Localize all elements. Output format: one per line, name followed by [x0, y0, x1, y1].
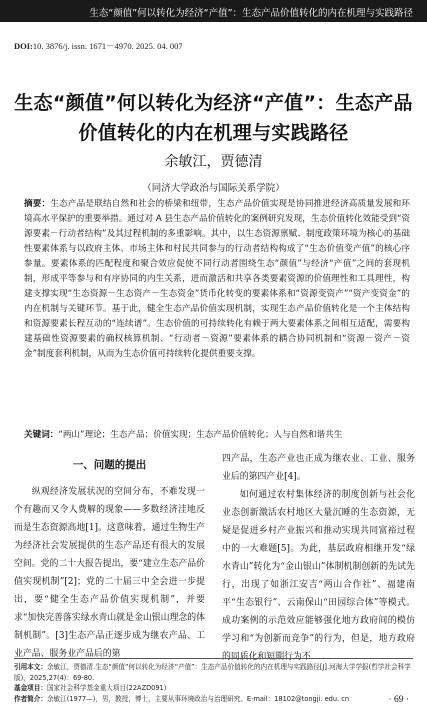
keywords-text: “两山”理论；生态产品；价值实现；生态产品价值转化；人与自然和谐共生	[58, 430, 343, 440]
running-header-title: 生态“颜值”何以转化为经济“产值”：生态产品价值转化的内在机理与实践路径	[89, 8, 413, 19]
author-bio-label: 作者简介：	[14, 694, 47, 703]
article-title-line-1: 生态“颜值”何以转化为经济“产值”：生态产品	[14, 92, 413, 114]
footnote-divider	[14, 658, 413, 659]
author-bio-note	[14, 694, 413, 705]
body-paragraph: 如何通过农村集体经济的制度创新与社会化业态创新激活农村地区大量沉睡的生态资源，无疑是促进乡村产业振兴和推动实现共同富裕过程中的一大难题[5]。为此，基层政府相继开发“绿水青山”转化为“金山银山”体制机制创新的先试先行，出现了如浙江安吉“两山合作社”、福建南平“生态银行”、云南保山“田园综合体”等模式。成功案例的示范效应能够强化地方政府间的模仿学习和“为创新而竞争”的行为，但是，地方政府的同质化和短期行为不	[222, 490, 415, 662]
fund-note	[14, 683, 413, 694]
author-bio-text: 余敏江(1977—)，男，教授，博士，主要从事环境政治与治理研究。E-mail：18102@tongji. edu. cn	[46, 694, 350, 703]
abstract	[24, 197, 410, 362]
citation-text: 余敏江，贾德清.生态“颜值”何以转化为经济“产值”：生态产品价值转化的内在机理与实践路径[J].河海大学学报(哲学社会科学版)，2025,27(4)：69-80.	[14, 663, 411, 682]
abstract-text: 生态产品是联结自然和社会的桥梁和纽带，生态产品价值实现是协同推进经济高质量发展和环境高水平保护的重要举措。通过对 A 县生态产品价值转化的案例研究发现，生态价值转化效能受到“资源要素－行动者结构”及其过程机制的多重影响。其中，以生态资源禀赋、制度政策环境为核心的基础性要素体系与以政府主体、市场主体和村民共同参与的行动者结构构成了“生态价值变产值”的核心序参量。要素体系的匹配程度和聚合效应促使不同行动者围绕生态“颜值”与经济“产值”之间的套现机制，形成平等参与和有序协同的内生关系，进而激活和共享各类要素资源的价值理性和工具理性，构建支撑实现“生态资源－生态资产－生态资金”货币化转变的要素体系和“资源变资产”“资产变资金”的内在机制与关键环节。基于此，健全生态产品价值实现机制，实现生态产品价值转化是一个主体结构和资源要素长程互动的“连续谱”。生态价值的可持续转化有赖于两大要素体系之间相互适配，需要构建基础性资源要素的确权核算机制、“行动者－资源”要素体系的耦合协同机制和“资源－资产－资金”制度套利机制，从而为生态价值可持续转化提供重要支撑。	[24, 199, 410, 359]
fund-text: 国家社会科学基金重大项目(22AZD091)	[46, 684, 167, 693]
body-paragraph: 四产品，生态产业也正成为继农业、工业、服务业后的第四产业[4]。	[222, 454, 415, 482]
body-paragraph: 纵观经济发展状况的空间分布，不难发现一个有趣而又令人费解的现象——多数经济洼地反而是生态资源高地[1]。这意味着，通过生物生产为经济社会发展提供的生态产品还有很大的发展空间。党的二十大报告提出，要“建立生态产品价值实现机制”[2]；党的二十届三中全会进一步提出，要“健全生态产品价值实现机制”，并要求“加快完善落实绿水青山就是金山银山理念的体制机制”。[3]生态产品正逐步成为继农产品、工业产品、服务业产品后的第	[14, 487, 205, 659]
keywords-label: 关键词：	[24, 430, 59, 440]
citation-note	[14, 662, 413, 683]
body-column-left	[14, 455, 205, 663]
section-heading: 一、问题的提出	[72, 459, 147, 471]
author-names: 余敏江，贾德清	[164, 154, 263, 170]
author-affiliation: （同济大学政治与国际关系学院）	[142, 183, 285, 194]
abstract-label: 摘要：	[24, 199, 51, 209]
fund-label: 基金项目：	[14, 684, 47, 693]
footnotes	[14, 662, 413, 704]
article-title-line-2: 价值转化的内在机理与实践路径	[78, 122, 349, 144]
body-column-right	[222, 450, 415, 666]
doi-line	[14, 40, 183, 52]
running-header-bar	[0, 0, 427, 22]
doi-label: DOI:	[14, 41, 33, 51]
keywords	[24, 428, 410, 440]
citation-label: 引用本文：	[14, 663, 47, 671]
page-number: · 69 ·	[388, 695, 409, 705]
doi-value: 10. 3876/j. issn. 1671－4970. 2025. 04. 007	[32, 41, 183, 51]
